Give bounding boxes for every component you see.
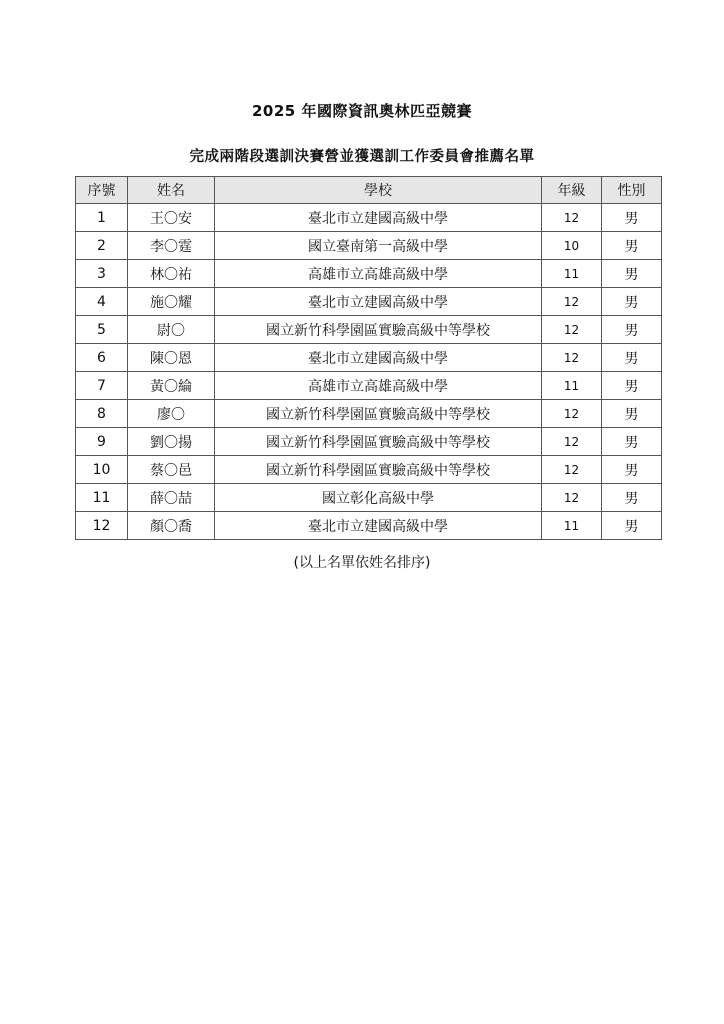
table-body [76,204,662,540]
student-name: 黃〇綸 [128,372,215,400]
school-name: 臺北市立建國高級中學 [215,204,542,232]
grade: 12 [542,456,602,484]
student-name: 薛〇喆 [128,484,215,512]
school-name: 國立新竹科學園區實驗高級中等學校 [215,456,542,484]
table-row [76,372,662,400]
table-row [76,344,662,372]
school-name: 國立新竹科學園區實驗高級中等學校 [215,428,542,456]
gender: 男 [602,456,662,484]
grade: 12 [542,428,602,456]
school-name: 國立臺南第一高級中學 [215,232,542,260]
row-number: 2 [76,232,128,260]
row-number: 1 [76,204,128,232]
gender: 男 [602,288,662,316]
gender: 男 [602,512,662,540]
grade: 11 [542,512,602,540]
document-subtitle: 完成兩階段選訓決賽營並獲選訓工作委員會推薦名單 [189,149,535,165]
column-header-number: 序號 [76,177,128,204]
grade: 12 [542,288,602,316]
column-header-school: 學校 [215,177,542,204]
column-header-gender: 性別 [602,177,662,204]
table-row [76,288,662,316]
school-name: 國立彰化高級中學 [215,484,542,512]
table-row [76,484,662,512]
student-name: 劉〇揚 [128,428,215,456]
school-name: 臺北市立建國高級中學 [215,512,542,540]
student-name: 顏〇喬 [128,512,215,540]
row-number: 8 [76,400,128,428]
row-number: 9 [76,428,128,456]
gender: 男 [602,484,662,512]
row-number: 4 [76,288,128,316]
row-number: 3 [76,260,128,288]
gender: 男 [602,344,662,372]
student-name: 廖〇 [128,400,215,428]
gender: 男 [602,372,662,400]
document-title: 2025 年國際資訊奧林匹亞競賽 [252,102,472,120]
column-header-name: 姓名 [128,177,215,204]
table-row [76,428,662,456]
table-row [76,456,662,484]
grade: 12 [542,316,602,344]
grade: 12 [542,344,602,372]
row-number: 5 [76,316,128,344]
school-name: 國立新竹科學園區實驗高級中等學校 [215,400,542,428]
student-name: 林〇祐 [128,260,215,288]
school-name: 國立新竹科學園區實驗高級中等學校 [215,316,542,344]
grade: 12 [542,400,602,428]
row-number: 11 [76,484,128,512]
table-row [76,400,662,428]
gender: 男 [602,260,662,288]
gender: 男 [602,204,662,232]
table-row [76,204,662,232]
school-name: 臺北市立建國高級中學 [215,344,542,372]
student-name: 施〇耀 [128,288,215,316]
student-name: 蔡〇邑 [128,456,215,484]
table-row [76,232,662,260]
student-name: 王〇安 [128,204,215,232]
table-row [76,260,662,288]
school-name: 臺北市立建國高級中學 [215,288,542,316]
gender: 男 [602,316,662,344]
sort-note: (以上名單依姓名排序) [293,555,431,571]
school-name: 高雄市立高雄高級中學 [215,372,542,400]
table-row [76,512,662,540]
gender: 男 [602,400,662,428]
row-number: 12 [76,512,128,540]
student-name: 李〇霆 [128,232,215,260]
grade: 11 [542,260,602,288]
table-row [76,316,662,344]
student-name: 尉〇 [128,316,215,344]
row-number: 6 [76,344,128,372]
student-name: 陳〇恩 [128,344,215,372]
grade: 11 [542,372,602,400]
gender: 男 [602,232,662,260]
grade: 12 [542,204,602,232]
grade: 12 [542,484,602,512]
recommendation-table [75,176,662,540]
school-name: 高雄市立高雄高級中學 [215,260,542,288]
row-number: 7 [76,372,128,400]
column-header-grade: 年級 [542,177,602,204]
gender: 男 [602,428,662,456]
table-header-row [76,177,662,204]
grade: 10 [542,232,602,260]
row-number: 10 [76,456,128,484]
